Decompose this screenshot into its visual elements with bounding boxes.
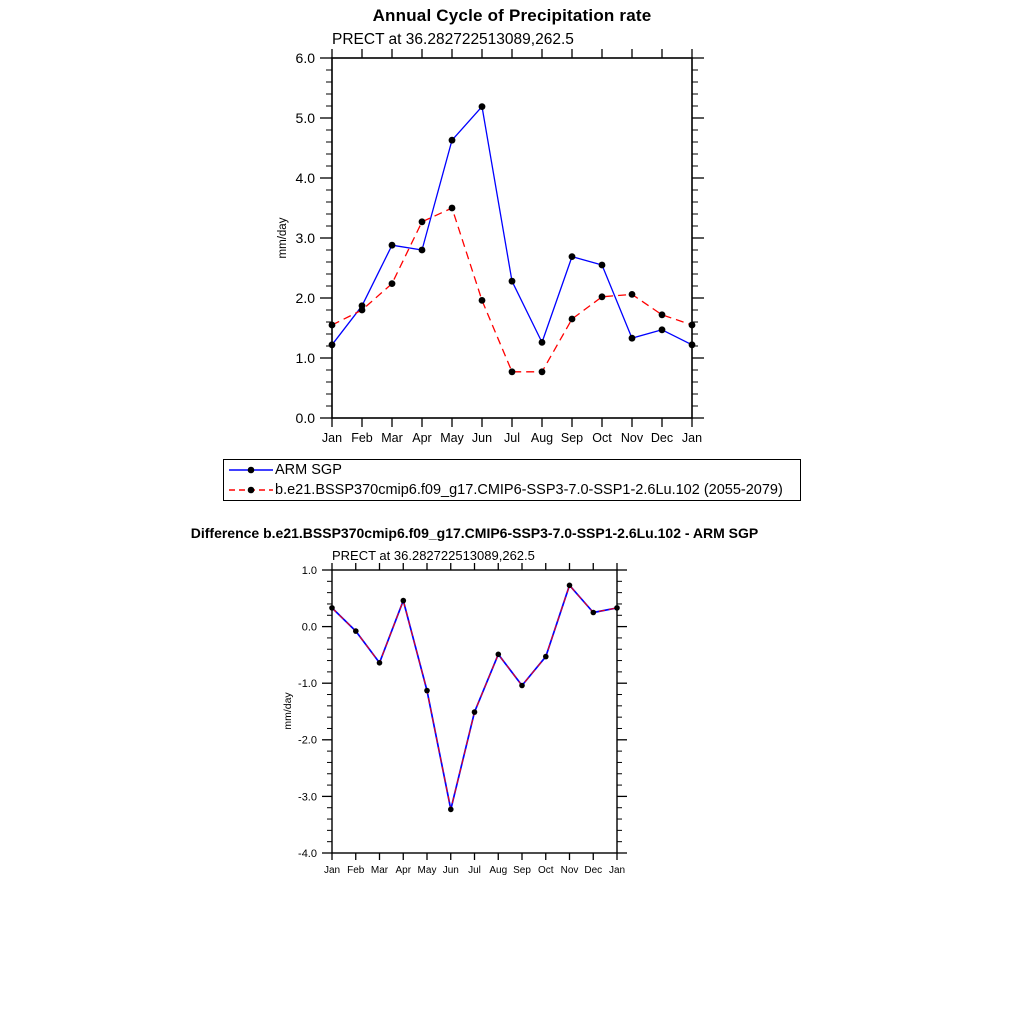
data-point-marker bbox=[519, 683, 525, 689]
legend-item bbox=[227, 460, 800, 480]
y-tick-label: 1.0 bbox=[295, 349, 315, 366]
top-chart-y-axis-label: mm/day bbox=[277, 217, 289, 259]
data-point-marker bbox=[614, 605, 620, 611]
data-point-marker bbox=[539, 339, 546, 346]
data-point-marker bbox=[599, 293, 606, 300]
data-point-marker bbox=[472, 709, 478, 715]
y-tick-label: 3.0 bbox=[295, 229, 315, 246]
x-tick-label: Oct bbox=[592, 431, 612, 445]
x-tick-label: May bbox=[440, 431, 464, 445]
legend-label: b.e21.BSSP370cmip6.f09_g17.CMIP6-SSP3-7.0-SSP1-2.6Lu.102 (2055-2079) bbox=[275, 482, 783, 498]
x-tick-label: Oct bbox=[537, 865, 554, 876]
x-tick-label: Jun bbox=[471, 431, 493, 445]
x-tick-label: Sep bbox=[513, 865, 531, 876]
x-tick-label: Mar bbox=[370, 865, 389, 876]
main-title: Annual Cycle of Precipitation rate bbox=[372, 6, 652, 25]
y-tick-label: 0.0 bbox=[301, 621, 317, 634]
legend-line-sample bbox=[227, 462, 275, 478]
data-point-marker bbox=[401, 598, 407, 604]
legend-label: ARM SGP bbox=[275, 462, 342, 478]
x-tick-label: May bbox=[417, 865, 437, 876]
plot-frame bbox=[332, 58, 692, 418]
legend bbox=[223, 459, 801, 501]
data-point-marker bbox=[329, 341, 336, 348]
data-point-marker bbox=[567, 583, 573, 589]
difference-chart-title: Difference b.e21.BSSP370cmip6.f09_g17.CMIP6-SSP3-7.0-SSP1-2.6Lu.102 - ARM SGP bbox=[190, 525, 759, 541]
data-point-marker bbox=[449, 137, 456, 144]
data-point-marker bbox=[389, 242, 396, 249]
data-point-marker bbox=[599, 262, 606, 269]
data-point-marker bbox=[449, 205, 456, 212]
top-chart-subtitle: PRECT at 36.282722513089,262.5 bbox=[332, 31, 574, 48]
x-tick-label: Apr bbox=[395, 865, 412, 876]
data-point-marker bbox=[539, 368, 546, 375]
data-point-marker bbox=[479, 297, 486, 304]
data-point-marker bbox=[424, 688, 430, 694]
data-point-marker bbox=[329, 322, 336, 329]
data-point-marker bbox=[689, 322, 696, 329]
x-tick-label: Jan bbox=[608, 865, 626, 876]
x-tick-label: Jul bbox=[468, 865, 481, 876]
y-tick-label: 2.0 bbox=[295, 289, 315, 306]
x-tick-label: Nov bbox=[560, 865, 579, 876]
annual-cycle-chart bbox=[296, 49, 704, 445]
x-tick-label: Jan bbox=[681, 431, 703, 445]
data-point-marker bbox=[389, 280, 396, 287]
x-tick-label: Feb bbox=[347, 865, 365, 876]
x-tick-label: Jul bbox=[504, 431, 520, 445]
x-tick-label: Jan bbox=[321, 431, 343, 445]
data-point-marker bbox=[569, 316, 576, 323]
x-tick-label: Apr bbox=[412, 431, 432, 445]
series-line bbox=[332, 208, 692, 372]
legend-item bbox=[227, 480, 800, 500]
data-point-marker bbox=[509, 278, 516, 285]
x-tick-label: Mar bbox=[381, 431, 403, 445]
data-point-marker bbox=[448, 807, 454, 813]
data-point-marker bbox=[591, 610, 597, 616]
x-tick-label: Aug bbox=[530, 431, 554, 445]
data-point-marker bbox=[509, 368, 516, 375]
data-point-marker bbox=[419, 247, 426, 254]
y-tick-label: 5.0 bbox=[295, 109, 315, 126]
y-tick-label: 0.0 bbox=[295, 409, 315, 426]
data-point-marker bbox=[419, 218, 426, 225]
x-tick-label: Jun bbox=[442, 865, 459, 876]
data-point-marker bbox=[659, 326, 666, 333]
data-point-marker bbox=[629, 291, 636, 298]
y-tick-label: -3.0 bbox=[298, 791, 317, 804]
data-point-marker bbox=[353, 628, 359, 634]
x-tick-label: Jan bbox=[323, 865, 341, 876]
data-point-marker bbox=[359, 307, 366, 314]
data-point-marker bbox=[629, 335, 636, 342]
y-tick-label: 4.0 bbox=[295, 169, 315, 186]
y-tick-label: -2.0 bbox=[298, 734, 317, 747]
series-line bbox=[332, 107, 692, 345]
x-tick-label: Dec bbox=[584, 865, 603, 876]
data-point-marker bbox=[377, 660, 383, 666]
x-tick-label: Sep bbox=[560, 431, 584, 445]
x-tick-label: Feb bbox=[351, 431, 373, 445]
difference-chart bbox=[298, 563, 627, 876]
data-point-marker bbox=[479, 103, 486, 110]
x-tick-label: Aug bbox=[489, 865, 508, 876]
series-line-overlay bbox=[332, 585, 617, 809]
legend-line-sample bbox=[227, 482, 275, 498]
y-tick-label: -4.0 bbox=[298, 847, 317, 860]
x-tick-label: Dec bbox=[650, 431, 674, 445]
data-point-marker bbox=[496, 652, 502, 658]
data-point-marker bbox=[659, 311, 666, 318]
y-tick-label: -1.0 bbox=[298, 678, 317, 691]
difference-chart-subtitle: PRECT at 36.282722513089,262.5 bbox=[332, 548, 535, 563]
y-tick-label: 1.0 bbox=[301, 564, 317, 577]
data-point-marker bbox=[329, 605, 335, 611]
difference-chart-y-axis-label: mm/day bbox=[282, 692, 294, 730]
x-tick-label: Nov bbox=[620, 431, 644, 445]
data-point-marker bbox=[689, 341, 696, 348]
data-point-marker bbox=[543, 654, 549, 660]
y-tick-label: 6.0 bbox=[295, 49, 315, 66]
series-line bbox=[332, 585, 617, 809]
data-point-marker bbox=[569, 253, 576, 260]
